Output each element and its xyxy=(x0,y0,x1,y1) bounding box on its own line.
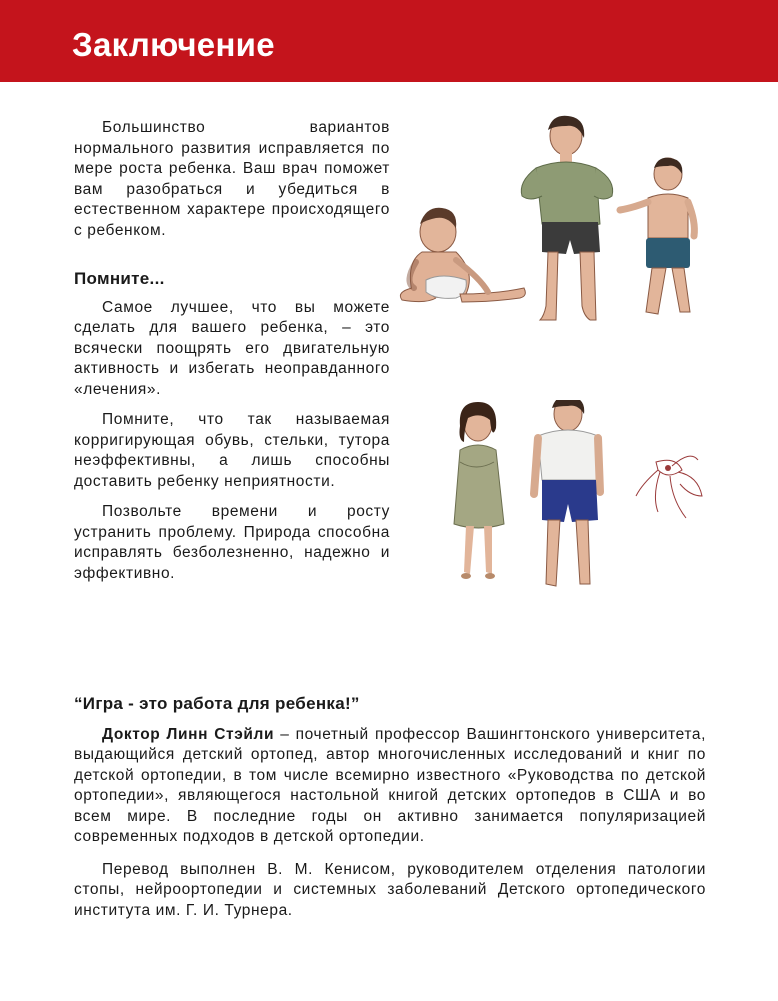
girl-figure xyxy=(454,402,504,579)
author-name: Доктор Линн Стэйли xyxy=(102,725,275,743)
dragonfly-sketch xyxy=(636,456,702,518)
page-title: Заключение xyxy=(72,26,275,63)
family-children-illustration xyxy=(396,112,716,332)
about-section xyxy=(74,694,706,933)
boy-figure xyxy=(620,158,694,314)
adult-figure xyxy=(521,116,612,320)
girl-boy-illustration xyxy=(446,400,716,600)
translation-paragraph: Перевод выполнен В. М. Кенисом, руководителем отделения патологии стопы, нейроортопедии и системных заболеваний Детского ортопедического института им. Г. И. Турнера. xyxy=(74,860,706,919)
left-column xyxy=(74,118,390,594)
remember-heading: Помните... xyxy=(74,269,165,288)
quote-heading: “Игра - это работа для ребенка!” xyxy=(74,694,360,713)
remember-paragraph-3: Позвольте времени и росту устранить проблему. Природа способна исправлять безболезненно, надежно и эффективно. xyxy=(74,503,390,582)
author-bio: – почетный профессор Вашингтонского университета, выдающийся детский ортопед, автор многочисленных исследований и книг по детской ортопедии, в том числе всемирно известного «Руководства по детской ортопедии», являющегося настольной книгой детских ортопедов в США и во всем мире. В последние годы он активно занимается популяризацией современных подходов в детской ортопедии. xyxy=(74,725,707,845)
page-header xyxy=(0,0,778,82)
seated-toddler-figure xyxy=(400,208,525,302)
intro-paragraph: Большинство вариантов нормального развития исправляется по мере роста ребенка. Ваш врач поможет вам разобраться и убедиться в естественном характере происходящего с ребенком. xyxy=(74,119,390,239)
remember-paragraph-2: Помните, что так называемая корригирующая обувь, стельки, тутора неэффективны, а лишь способны доставить ребенку неприятности. xyxy=(74,411,390,490)
remember-paragraph-1: Самое лучшее, что вы можете сделать для вашего ребенка, – это всячески поощрять его двигательную активность и избегать неоправданного «лечения». xyxy=(74,298,390,398)
author-paragraph xyxy=(74,725,706,848)
tall-boy-figure xyxy=(534,400,600,586)
